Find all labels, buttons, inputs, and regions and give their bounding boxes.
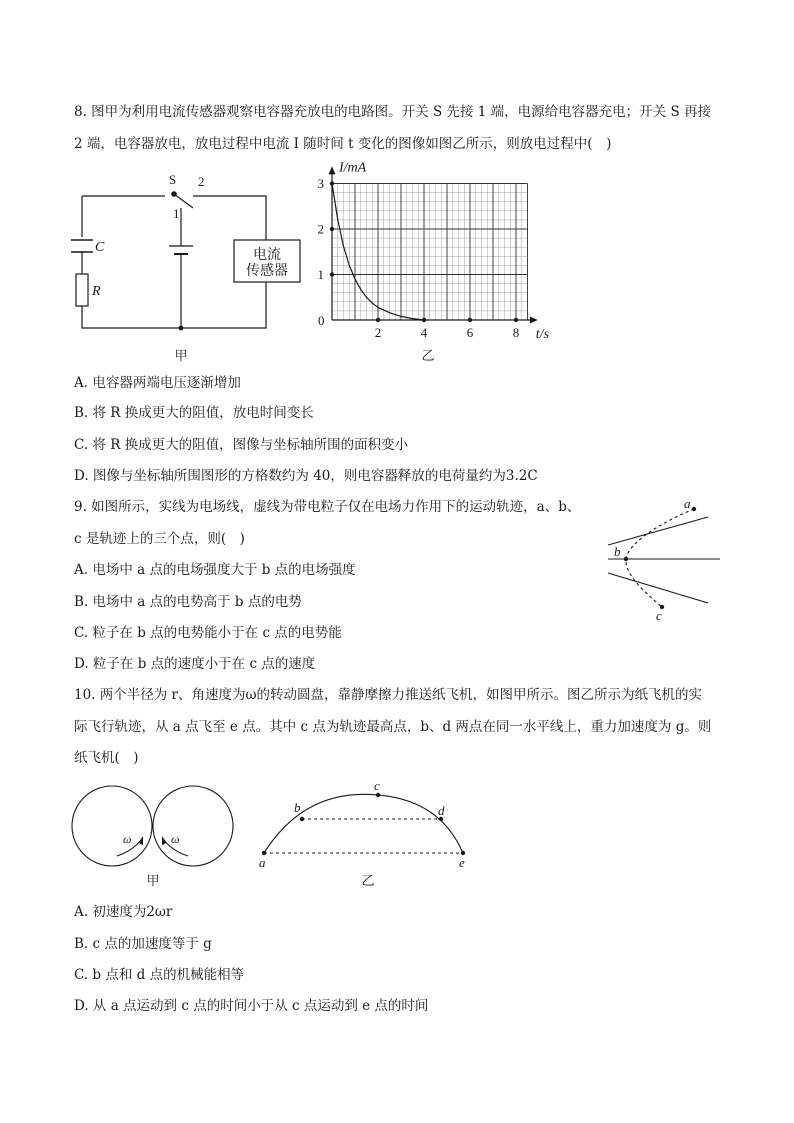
q10-stem-line2: 际飞行轨迹，从 a 点飞至 e 点。其中 c 点为轨迹最高点，b、d 两点在同一水平线上，重力加速度为 g。则 — [74, 719, 712, 735]
terminal-2-label: 2 — [198, 174, 205, 189]
traj-label-e: e — [459, 855, 465, 870]
resistor — [76, 274, 88, 306]
rotating-discs-figure — [65, 775, 245, 890]
q9-stem-line1: 9. 如图所示，实线为电场线，虚线为带电粒子仅在电场力作用下的运动轨迹，a、b、 — [74, 499, 581, 515]
electric-field-figure — [600, 495, 725, 625]
q8-option-c: C. 将 R 换成更大的阻值，图像与坐标轴所围的面积变小 — [74, 437, 409, 453]
q8-stem-line2: 2 端，电容器放电，放电过程中电流 I 随时间 t 变化的图像如图乙所示，则放电过程中( ) — [74, 136, 612, 152]
point-b-label: b — [614, 544, 621, 559]
omega-left-label: ω — [123, 832, 132, 846]
q10-option-b: B. c 点的加速度等于 g — [74, 936, 212, 952]
capacitor-label: C — [95, 240, 105, 255]
traj-label-b: b — [294, 800, 301, 815]
x-tick-dot — [376, 318, 380, 322]
field-line-upper — [608, 517, 708, 545]
q10-stem-line1: 10. 两个半径为 r、角速度为ω的转动圆盘，靠静摩擦力推送纸飞机，如图甲所示。图乙所示为纸飞机的实 — [74, 687, 703, 703]
y-tick-label: 2 — [317, 221, 324, 237]
discs-caption: 甲 — [146, 873, 160, 888]
point-b-dot — [624, 557, 628, 561]
field-line-lower — [608, 573, 708, 603]
trajectory-figure — [250, 778, 480, 893]
terminal-1-label: 1 — [173, 206, 180, 221]
chart-x-axis-label: t/s — [535, 327, 550, 342]
circuit-diagram — [60, 168, 290, 368]
disc-left — [72, 786, 152, 866]
q10-option-c: C. b 点和 d 点的机械能相等 — [74, 967, 245, 983]
chart-origin-label: 0 — [318, 313, 325, 328]
switch-label: S — [169, 172, 177, 187]
trajectory-caption: 乙 — [361, 873, 375, 888]
q9-option-a: A. 电场中 a 点的电场强度大于 b 点的电场强度 — [74, 562, 356, 578]
q8-stem-line1: 8. 图甲为利用电流传感器观察电容器充放电的电路图。开关 S 先接 1 端，电源给电容器充电；开关 S 再接 — [74, 104, 712, 120]
disc-right — [153, 786, 233, 866]
q8-option-d: D. 图像与坐标轴所围图形的方格数约为 40，则电容器释放的电荷量约为3.2C — [74, 468, 538, 484]
current-time-chart — [310, 155, 570, 370]
q10-stem-line3: 纸飞机( ) — [74, 750, 139, 766]
y-tick-label: 3 — [317, 176, 324, 191]
y-axis-arrow-icon — [329, 166, 336, 174]
x-tick-dot — [468, 318, 472, 322]
chart-minor-grid — [332, 184, 528, 321]
q10-option-d: D. 从 a 点运动到 c 点的时间小于从 c 点运动到 e 点的时间 — [74, 998, 429, 1014]
x-axis-arrow-icon — [530, 317, 538, 324]
sensor-label-line1: 电流 — [253, 248, 281, 263]
q8-option-a: A. 电容器两端电压逐渐增加 — [74, 375, 241, 391]
point-c-label: c — [656, 608, 662, 623]
q9-option-c: C. 粒子在 b 点的电势能小于在 c 点的电势能 — [74, 625, 342, 641]
x-tick-dot — [422, 318, 426, 322]
sensor-label-line2: 传感器 — [246, 264, 288, 279]
x-tick-label: 6 — [466, 325, 474, 340]
q9-option-b: B. 电场中 a 点的电势高于 b 点的电势 — [74, 594, 302, 610]
traj-point-c-dot — [376, 793, 380, 797]
q9-option-d: D. 粒子在 b 点的速度小于在 c 点的速度 — [74, 656, 316, 672]
y-tick-label: 1 — [317, 267, 324, 282]
junction-dot — [179, 326, 184, 331]
chart-axes — [329, 166, 538, 323]
y-tick-dot — [330, 227, 334, 231]
chart-caption: 乙 — [421, 348, 435, 363]
chart-y-axis-label: I/mA — [339, 160, 367, 176]
point-a-label: a — [684, 496, 691, 511]
y-tick-dot — [330, 272, 334, 276]
q10-option-a: A. 初速度为2ωr — [74, 904, 173, 920]
x-tick-label: 4 — [420, 325, 428, 340]
point-a-dot — [692, 507, 696, 511]
y-tick-dot — [330, 181, 334, 185]
traj-point-b-dot — [300, 817, 304, 821]
q8-option-b: B. 将 R 换成更大的阻值，放电时间变长 — [74, 405, 314, 421]
x-tick-dot — [514, 318, 518, 322]
q9-stem-line2: c 是轨迹上的三个点，则( ) — [74, 531, 245, 547]
circuit-caption: 甲 — [174, 348, 188, 363]
x-tick-label: 2 — [374, 325, 382, 340]
traj-label-d: d — [438, 803, 445, 818]
traj-label-a: a — [259, 855, 266, 870]
resistor-label: R — [92, 284, 101, 299]
x-tick-label: 8 — [512, 325, 520, 340]
omega-right-label: ω — [171, 832, 180, 846]
traj-label-c: c — [374, 778, 380, 793]
